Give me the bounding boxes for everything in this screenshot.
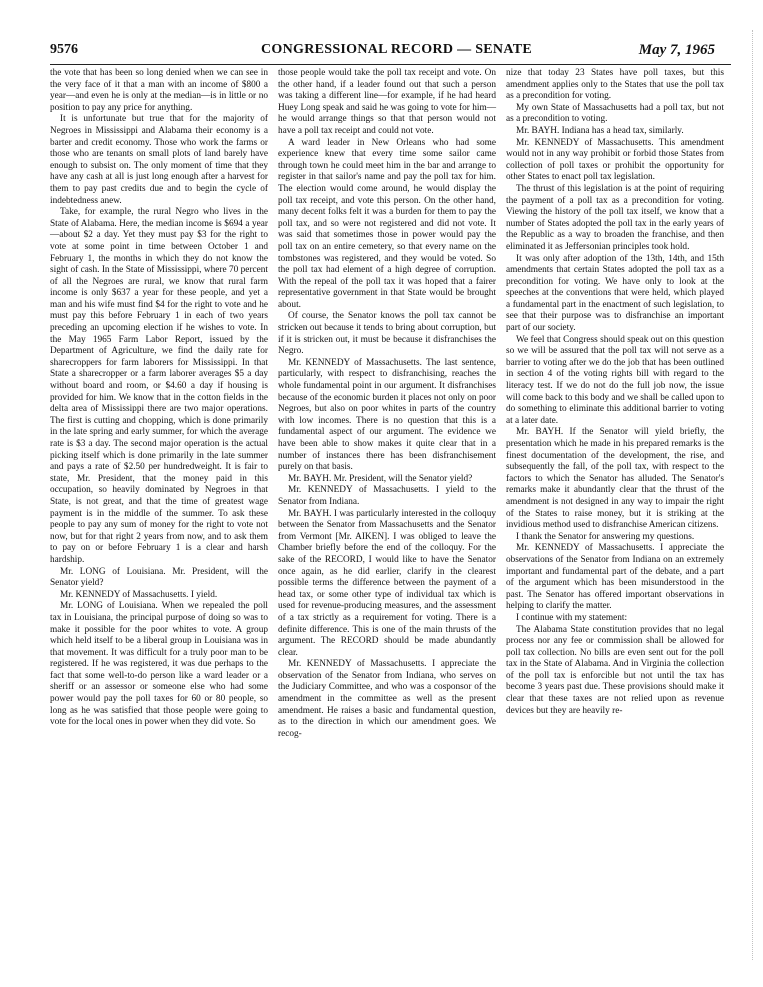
paragraph: Mr. KENNEDY of Massachusetts. I yield. (60, 589, 218, 600)
paragraph: those people would take the poll tax receipt and vote. On the other hand, if a leader found out that such a person was taking a different line—for example, if he had heard Huey Long speak and said he was going to vote for him—he would arrange things so that that person would not have a poll tax receipt and could not vote. (278, 68, 496, 136)
paragraph: Mr. KENNEDY of Massachusetts. I appreciate the observation of the Senator from Indiana, who serves on the Judiciary Committee, and who was a cosponsor of the amendment in the committee as well as the present amendment. He raises a basic and fundamental question, as to the direction in which our amendment goes. We recog- (278, 659, 496, 739)
paragraph: It is unfortunate but true that for the majority of Negroes in Mississippi and Alabama their economy is a barter and credit economy. Those who work the farms or those who are tenants on small plots of land barely have enough to subsist on. The only moment of time that they have any cash at all is just long enough after a harvest for them to pay past credits due and to begin the cycle of indebtedness anew. (50, 114, 268, 206)
paragraph: Mr. BAYH. Indiana has a head tax, similarly. (516, 125, 684, 136)
header-rule (50, 64, 731, 65)
paragraph: nize that today 23 States have poll taxes, but this amendment applies only to the States that use the poll tax as a precondition for voting. (506, 68, 724, 102)
publication-title: CONGRESSIONAL RECORD — SENATE (261, 42, 532, 57)
page-number: 9576 (50, 42, 78, 57)
paragraph: Mr. LONG of Louisiana. Mr. President, will the Senator yield? (50, 566, 268, 589)
paragraph: Mr. BAYH. If the Senator will yield briefly, the presentation which he made in his prepared remarks is the finest documentation of the development, the rise, and subsequently the fall, of the poll tax, with respect to the factors to which the Senator has alluded. The Senator's remarks make it abundantly clear that the thrust of the amendment is not designed in any way to impair the right of the States to raise money, but it is striking at the invidious method used to disfranchise American citizens. (506, 427, 724, 531)
paragraph: I thank the Senator for answering my questions. (516, 531, 695, 542)
paragraph: Mr. BAYH. I was particularly interested in the colloquy between the Senator from Massachusetts and the Senator from Vermont [Mr. AIKEN]. I was obliged to leave the Chamber briefly before the end of the colloquy. For the sake of the RECORD, I would like to have the Senator once again, as he did earlier, clarify in the clearest possible terms the difference between the payment of a head tax, or some other type of individual tax which is used for revenue-producing measures, and the assessment of a tax strictly as a requirement for voting. There is a definite difference. This is one of the main thrusts of the argument. The RECORD should be made abundantly clear. (278, 508, 496, 658)
issue-date: May 7, 1965 (638, 42, 715, 58)
paragraph: Mr. BAYH. Mr. President, will the Senator yield? (288, 473, 473, 484)
page-header (50, 42, 743, 66)
text-column-3 (506, 68, 724, 717)
paragraph: Of course, the Senator knows the poll tax cannot be stricken out because it tends to bring about corruption, but if it is stricken out, it must be because it disfranchises the Negro. (278, 311, 496, 357)
paragraph: The Alabama State constitution provides that no legal process nor any fee or commission shall be allowed for poll tax collection. No bills are even sent out for the poll tax in the State of Alabama. And in Virginia the collection of the poll tax is enforcible but not until the tax has become 3 years past due. These provisions should make it clear that these taxes are not relied upon as revenue devices but they are heavily re- (506, 624, 724, 716)
paragraph: Mr. KENNEDY of Massachusetts. The last sentence, particularly, with respect to disfranchising, reaches the whole fundamental point in our argument. It disfranchises because of the economic burden it places not only on poor Negroes, but also on poor whites in parts of the country with low incomes. There is no question that this is a fundamental aspect of our argument. The evidence we have been able to show makes it quite clear that in a number of instances there has been disfranchisement purely on that basis. (278, 357, 496, 473)
paragraph: the vote that has been so long denied when we can see in the very face of it that a man with an income of $800 a year—and even he is only at the median—is in little or no position to pay any price for anything. (50, 68, 268, 113)
paragraph: Mr. KENNEDY of Massachusetts. This amendment would not in any way prohibit or forbid those States from collection of poll taxes or prohibit the opportunity for other States to enact poll tax legislation. (506, 137, 724, 183)
paragraph: Take, for example, the rural Negro who lives in the State of Alabama. Here, the median income is $694 a year—about $2 a day. Yet they must pay $3 for the right to vote at some point in time between October 1 and February 1, the months in which they do not know the sight of cash. In the State of Mississippi, where 70 percent of all the Negroes are rural, we know that rural farm income is only $637 a year for these people, and yet a man and his wife must find $4 for the right to vote and he must pay this before February 1 in each of two years preceding an upcoming election if he wishes to vote. In the May 1965 Farm Labor Report, issued by the Department of Agriculture, we find the daily rate for sharecroppers for farm laborers for Mississippi. In that State a sharecropper or a farm laborer averages $5 a day without board and room, or $4.60 a day if housing is provided for him. We know that in the cotton fields in the delta area of Mississippi there are two major operations. The first is cutting and chopping, which is done primarily in the late spring and early summer, for which the average rate is $3 a day. The second major operation is the actual picking itself which is done primarily in the late summer and pays a rate of $2.50 per hundredweight. It is fair to state, Mr. President, that the money paid in this occupation, so heavily dominated by Negroes in that State, is not great, and that the time of greatest wage payment is in the middle of the summer. To ask these people to pay any sum of money for the right to vote not now, but for that right 2 years from now, and to ask them to pay on or before February 1 is a clear and harsh hardship. (50, 207, 268, 565)
scan-edge-marks (752, 30, 759, 960)
paragraph: Mr. KENNEDY of Massachusetts. I yield to the Senator from Indiana. (278, 485, 496, 507)
paragraph: The thrust of this legislation is at the point of requiring the payment of a poll tax as a precondition for voting. Viewing the history of the poll tax itself, we know that a number of States adopted the poll tax in the early years of the Republic as a way to broaden the franchise, and then eliminated it as Jeffersonian principles took hold. (506, 183, 724, 252)
text-column-2 (278, 68, 496, 740)
paragraph: A ward leader in New Orleans who had some experience knew that every time some sailor came through town he could meet him in the bar and arrange to register in that sailor's name and pay the poll tax for him. The election would come around, he would display the poll tax receipt, and vote this person. On the other hand, many decent folks felt it was a burden for them to pay the poll tax, and so were not registered and did not vote. It was said that sometimes those in power would pay the poll tax on an entire cemetery, so that every name on the tombstones was registered, and they would be voted. So the poll tax had element of a high degree of corruption. With the repeal of the poll tax it was hoped that a fairer representative government in that State would be brought about. (278, 137, 496, 310)
paragraph: I continue with my statement: (516, 612, 628, 623)
paragraph: We feel that Congress should speak out on this question so we will be assured that the poll tax will not serve as a barrier to voting after we do the job that has been outlined in section 4 of the voting rights bill with regard to the literacy test. If we do not do the full job now, the issue will come back to this body and we shall be called upon to do something to eliminate this additional barrier to voting at a later date. (506, 334, 724, 426)
paragraph: It was only after adoption of the 13th, 14th, and 15th amendments that certain States adopted the poll tax as a precondition for voting. We have only to look at the speeches at the conventions that were held, which played a fundamental part in the enactment of such legislation, to see that their purpose was to disfranchise an important part of our society. (506, 253, 724, 334)
paragraph: Mr. LONG of Louisiana. When we repealed the poll tax in Louisiana, the principal purpose of doing so was to make it possible for the poor whites to vote. A group which held itself to be a liberal group in Louisiana was in that movement. It was difficult for a truly poor man to be registered. If he was registered, it was due perhaps to the fact that some well-to-do person like a ward leader or a sheriff or an assessor or someone else who had some power would pay the poll taxes for 60 or 80 people, so long as he was satisfied that those people were going to vote for the local ones in power when they did vote. So (50, 601, 268, 728)
paragraph: Mr. KENNEDY of Massachusetts. I appreciate the observations of the Senator from Indiana on an extremely important and fundamental part of the debate, and a part of the argument which has been misunderstood in the past. The Senator has offered important observations in helping to clarify the matter. (506, 543, 724, 612)
paragraph: My own State of Massachusetts had a poll tax, but not as a precondition to voting. (506, 102, 724, 125)
text-column-1 (50, 68, 268, 729)
